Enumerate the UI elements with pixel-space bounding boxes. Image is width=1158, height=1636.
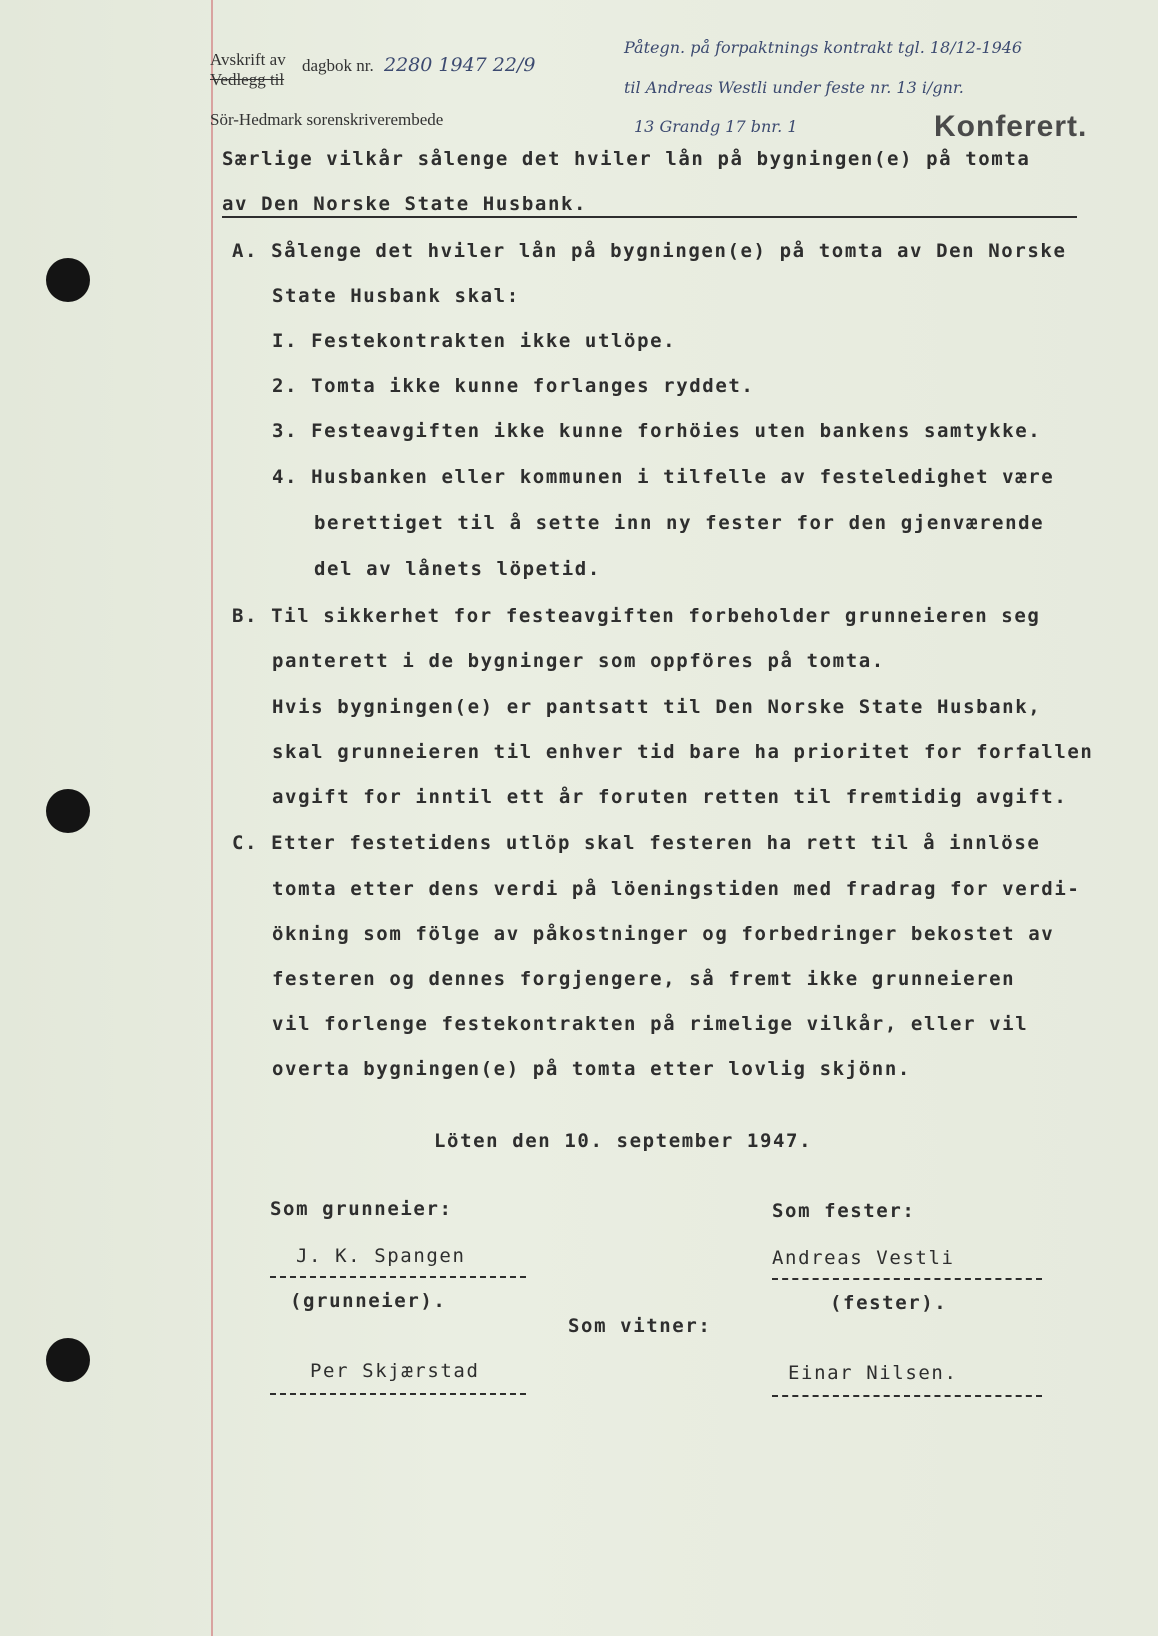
handwritten-note-2: til Andreas Westli under feste nr. 13 i/gnr. xyxy=(624,78,964,97)
title-line-1: Særlige vilkår sålenge det hviler lån på bygningen(e) på tomta xyxy=(222,148,1031,170)
punch-hole-middle xyxy=(46,789,90,833)
section-a-item-2: 2. Tomta ikke kunne forlanges ryddet. xyxy=(272,375,755,397)
section-c-line-4: festeren og dennes forgjengere, så fremt ikke grunneieren xyxy=(272,968,1016,990)
section-c-line-3: ökning som fölge av påkostninger og forbedringer bekostet av xyxy=(272,923,1055,945)
header-dagbok: dagbok nr. xyxy=(302,56,374,75)
margin-line xyxy=(211,0,213,1636)
tenant-name: Andreas Vestli xyxy=(772,1247,955,1269)
place-date: Löten den 10. september 1947. xyxy=(434,1130,813,1152)
konferert-stamp: Konferert. xyxy=(934,110,1088,143)
landowner-role: (grunneier). xyxy=(290,1290,447,1312)
section-b-line-2: panterett i de bygninger som oppföres på tomta. xyxy=(272,650,885,672)
section-b-line-1: B. Til sikkerhet for festeavgiften forbeholder grunneieren seg xyxy=(232,605,1041,627)
punch-hole-bottom xyxy=(46,1338,90,1382)
tenant-signature-line xyxy=(772,1278,1042,1280)
title-line-2: av Den Norske State Husbank. xyxy=(222,193,588,215)
witness-heading: Som vitner: xyxy=(568,1315,712,1337)
section-b-line-3: Hvis bygningen(e) er pantsatt til Den Norske State Husbank, xyxy=(272,696,1042,718)
section-a-item-4-line-2: berettiget til å sette inn ny fester for den gjenværende xyxy=(314,512,1045,534)
section-a-intro-2: State Husbank skal: xyxy=(272,285,520,307)
title-underline xyxy=(222,216,1077,218)
section-a-item-3: 3. Festeavgiften ikke kunne forhöies uten bankens samtykke. xyxy=(272,420,1042,442)
section-a-intro-1: A. Sålenge det hviler lån på bygningen(e) på tomta av Den Norske xyxy=(232,240,1067,262)
section-c-line-1: C. Etter festetidens utlöp skal festeren ha rett til å innlöse xyxy=(232,832,1041,854)
handwritten-note-3: 13 Grandg 17 bnr. 1 xyxy=(634,117,798,136)
section-a-item-1: I. Festekontrakten ikke utlöpe. xyxy=(272,330,677,352)
witness-right-name: Einar Nilsen. xyxy=(788,1362,958,1384)
witness-left-signature-line xyxy=(270,1393,526,1395)
section-c-line-5: vil forlenge festekontrakten på rimelige vilkår, eller vil xyxy=(272,1013,1029,1035)
section-a-item-4-line-3: del av lånets löpetid. xyxy=(314,558,601,580)
witness-right-signature-line xyxy=(772,1395,1042,1397)
header-avskrift: Avskrift av xyxy=(210,50,286,69)
section-b-line-4: skal grunneieren til enhver tid bare ha prioritet for forfallen xyxy=(272,741,1094,763)
section-c-line-2: tomta etter dens verdi på löeningstiden med fradrag for verdi- xyxy=(272,878,1081,900)
landowner-name: J. K. Spangen xyxy=(296,1245,466,1267)
punch-hole-top xyxy=(46,258,90,302)
section-c-line-6: overta bygningen(e) på tomta etter lovlig skjönn. xyxy=(272,1058,911,1080)
tenant-role: (fester). xyxy=(830,1292,948,1314)
header-embede: Sör-Hedmark sorenskriverembede xyxy=(210,110,444,129)
handwritten-note-1: Påtegn. på forpaktnings kontrakt tgl. 18/12-1946 xyxy=(624,38,1023,57)
landowner-heading: Som grunneier: xyxy=(270,1198,453,1220)
landowner-signature-line xyxy=(270,1276,526,1278)
header-vedlegg: Vedlegg til xyxy=(210,70,285,89)
tenant-heading: Som fester: xyxy=(772,1200,916,1222)
section-a-item-4-line-1: 4. Husbanken eller kommunen i tilfelle av festeledighet være xyxy=(272,466,1055,488)
witness-left-name: Per Skjærstad xyxy=(310,1360,480,1382)
handwritten-entry: 2280 1947 22/9 xyxy=(384,54,536,76)
section-b-line-5: avgift for inntil ett år foruten retten til fremtidig avgift. xyxy=(272,786,1068,808)
